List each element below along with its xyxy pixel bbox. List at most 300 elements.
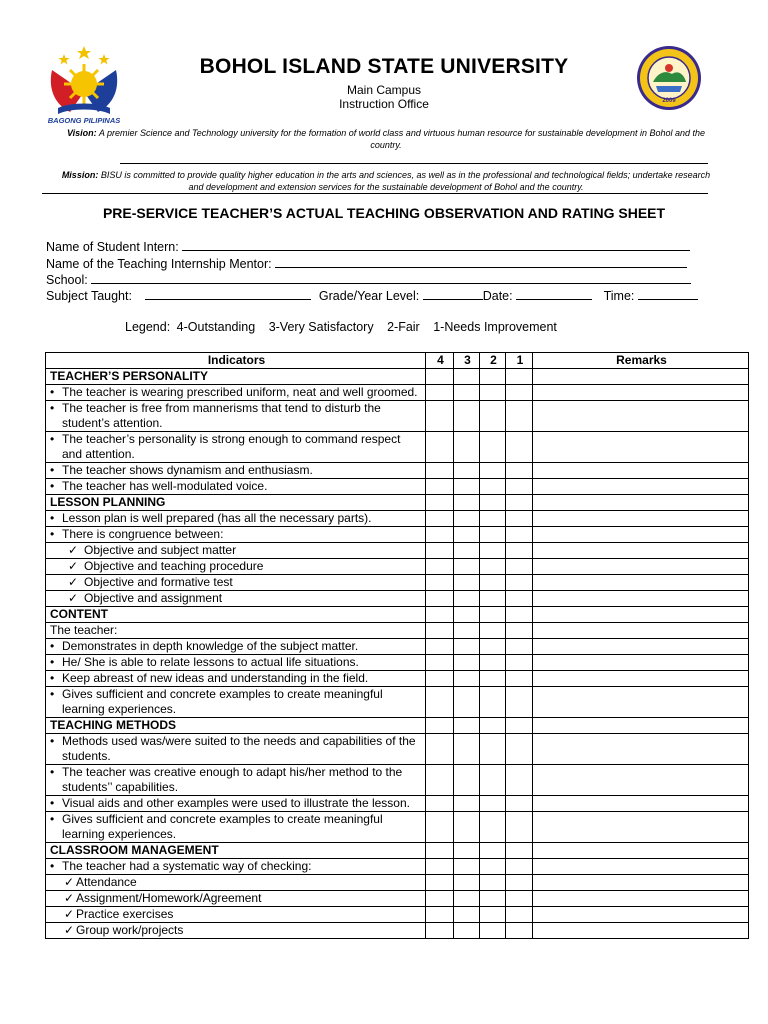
rating-2-cell[interactable] <box>480 687 506 718</box>
rating-4-cell[interactable] <box>426 671 454 687</box>
remarks-cell[interactable] <box>533 687 749 718</box>
rating-3-cell[interactable] <box>454 718 480 734</box>
remarks-cell[interactable] <box>533 718 749 734</box>
table-row <box>46 687 749 718</box>
rating-1-cell[interactable] <box>506 671 533 687</box>
remarks-cell[interactable] <box>533 559 749 575</box>
table-row <box>46 859 749 875</box>
bullet-item <box>50 511 423 526</box>
rating-2-cell[interactable] <box>480 575 506 591</box>
remarks-cell[interactable] <box>533 765 749 796</box>
rating-3-cell[interactable] <box>454 495 480 511</box>
rating-3-cell[interactable] <box>454 671 480 687</box>
rating-3-cell[interactable] <box>454 765 480 796</box>
rating-1-cell[interactable] <box>506 591 533 607</box>
bullet-icon: • <box>50 463 55 477</box>
bullet-item <box>50 812 423 842</box>
rating-4-cell[interactable] <box>426 923 454 939</box>
vision-statement <box>56 127 716 151</box>
table-row <box>46 875 749 891</box>
rating-1-cell[interactable] <box>506 639 533 655</box>
bullet-icon: • <box>50 655 55 669</box>
indicator-text: Objective and formative test <box>84 575 233 589</box>
header-indicators: Indicators <box>46 353 426 369</box>
check-item <box>50 543 423 558</box>
indicator-cell <box>46 559 426 575</box>
indicator-text: Methods used was/were suited to the needs and capabilities of the students. <box>62 734 416 763</box>
rating-2-cell[interactable] <box>480 639 506 655</box>
indicator-text: Lesson plan is well prepared (has all the necessary parts). <box>62 511 372 525</box>
rating-3-cell[interactable] <box>454 655 480 671</box>
rating-1-cell[interactable] <box>506 495 533 511</box>
bullet-item <box>50 432 423 462</box>
bullet-icon: • <box>50 527 55 541</box>
rating-2-cell[interactable] <box>480 527 506 543</box>
mission-label: Mission: <box>61 170 99 180</box>
bullet-item <box>50 796 423 811</box>
section-row <box>46 369 749 385</box>
rating-2-cell[interactable] <box>480 655 506 671</box>
rating-3-cell[interactable] <box>454 923 480 939</box>
rating-2-cell[interactable] <box>480 875 506 891</box>
remarks-cell[interactable] <box>533 796 749 812</box>
rating-3-cell[interactable] <box>454 385 480 401</box>
remarks-cell[interactable] <box>533 607 749 623</box>
indicator-text: Keep abreast of new ideas and understanding in the field. <box>62 671 369 685</box>
rating-3-cell[interactable] <box>454 607 480 623</box>
rating-2-cell[interactable] <box>480 479 506 495</box>
legend-item: 3-Very Satisfactory <box>268 320 374 334</box>
indicator-text: Assignment/Homework/Agreement <box>76 891 262 905</box>
student-field <box>46 239 690 254</box>
rating-2-cell[interactable] <box>480 432 506 463</box>
bullet-item <box>50 527 423 542</box>
check-item <box>50 875 423 890</box>
rating-1-cell[interactable] <box>506 463 533 479</box>
table-row <box>46 385 749 401</box>
indicator-text: Objective and assignment <box>84 591 223 605</box>
table-row <box>46 907 749 923</box>
indicator-text: The teacher had a systematic way of checking: <box>62 859 312 873</box>
rating-2-cell[interactable] <box>480 559 506 575</box>
remarks-cell[interactable] <box>533 671 749 687</box>
indicator-text: Attendance <box>76 875 137 889</box>
check-item <box>50 923 423 938</box>
rating-1-cell[interactable] <box>506 843 533 859</box>
bullet-icon: • <box>50 511 55 525</box>
indicator-text: Gives sufficient and concrete examples to create meaningful learning experiences. <box>62 687 383 716</box>
rating-2-cell[interactable] <box>480 369 506 385</box>
indicator-text: The teacher has well-modulated voice. <box>62 479 268 493</box>
section-title: CONTENT <box>46 607 426 623</box>
rating-1-cell[interactable] <box>506 875 533 891</box>
bullet-item <box>50 463 423 478</box>
bullet-icon: • <box>50 671 55 685</box>
rating-4-cell[interactable] <box>426 765 454 796</box>
rating-1-cell[interactable] <box>506 859 533 875</box>
bullet-item <box>50 479 423 494</box>
remarks-cell[interactable] <box>533 591 749 607</box>
rating-2-cell[interactable] <box>480 495 506 511</box>
date-input-line[interactable] <box>516 288 592 300</box>
remarks-cell[interactable] <box>533 479 749 495</box>
rating-4-cell[interactable] <box>426 432 454 463</box>
rating-4-cell[interactable] <box>426 623 454 639</box>
rating-2-cell[interactable] <box>480 859 506 875</box>
subject-input-line[interactable] <box>145 288 311 300</box>
rating-2-cell[interactable] <box>480 812 506 843</box>
remarks-cell[interactable] <box>533 734 749 765</box>
table-row <box>46 812 749 843</box>
check-item <box>50 559 423 574</box>
indicator-text: Demonstrates in depth knowledge of the subject matter. <box>62 639 359 653</box>
school-field <box>46 272 691 287</box>
mentor-label: Name of the Teaching Internship Mentor: <box>46 257 272 271</box>
remarks-cell[interactable] <box>533 623 749 639</box>
rating-1-cell[interactable] <box>506 923 533 939</box>
rating-4-cell[interactable] <box>426 401 454 432</box>
mentor-input-line[interactable] <box>275 256 687 268</box>
table-body <box>46 369 749 939</box>
rating-4-cell[interactable] <box>426 385 454 401</box>
indicator-text: There is congruence between: <box>62 527 224 541</box>
table-header-row <box>46 353 749 369</box>
rating-2-cell[interactable] <box>480 734 506 765</box>
checkmark-icon: ✓ <box>64 923 75 937</box>
rating-1-cell[interactable] <box>506 575 533 591</box>
checkmark-icon: ✓ <box>68 591 79 605</box>
section-row <box>46 843 749 859</box>
remarks-cell[interactable] <box>533 859 749 875</box>
remarks-cell[interactable] <box>533 511 749 527</box>
rating-1-cell[interactable] <box>506 655 533 671</box>
rating-4-cell[interactable] <box>426 718 454 734</box>
remarks-cell[interactable] <box>533 385 749 401</box>
rating-1-cell[interactable] <box>506 385 533 401</box>
indicator-cell <box>46 907 426 923</box>
remarks-cell[interactable] <box>533 907 749 923</box>
indicator-text: The teacher’s personality is strong enough to command respect and attention. <box>62 432 401 461</box>
rating-4-cell[interactable] <box>426 479 454 495</box>
rating-2-cell[interactable] <box>480 623 506 639</box>
indicator-cell <box>46 575 426 591</box>
checkmark-icon: ✓ <box>68 543 79 557</box>
remarks-cell[interactable] <box>533 875 749 891</box>
bullet-icon: • <box>50 639 55 653</box>
rating-1-cell[interactable] <box>506 432 533 463</box>
rating-4-cell[interactable] <box>426 543 454 559</box>
remarks-cell[interactable] <box>533 463 749 479</box>
indicator-cell <box>46 527 426 543</box>
mentor-field <box>46 256 687 271</box>
rating-3-cell[interactable] <box>454 843 480 859</box>
rating-2-cell[interactable] <box>480 671 506 687</box>
legend <box>125 320 567 334</box>
rating-3-cell[interactable] <box>454 432 480 463</box>
indicator-cell <box>46 859 426 875</box>
rating-1-cell[interactable] <box>506 734 533 765</box>
rating-3-cell[interactable] <box>454 812 480 843</box>
rating-4-cell[interactable] <box>426 907 454 923</box>
indicator-cell <box>46 812 426 843</box>
remarks-cell[interactable] <box>533 891 749 907</box>
remarks-cell[interactable] <box>533 401 749 432</box>
rating-1-cell[interactable] <box>506 812 533 843</box>
indicator-text: Gives sufficient and concrete examples to create meaningful learning experiences. <box>62 812 383 841</box>
indicator-cell <box>46 543 426 559</box>
school-label: School: <box>46 273 88 287</box>
svg-text:2009: 2009 <box>662 98 676 104</box>
section-row <box>46 495 749 511</box>
indicator-cell <box>46 401 426 432</box>
indicator-cell <box>46 765 426 796</box>
office-name: Instruction Office <box>339 97 429 111</box>
time-input-line[interactable] <box>638 288 698 300</box>
indicator-cell <box>46 923 426 939</box>
rating-1-cell[interactable] <box>506 907 533 923</box>
rating-4-cell[interactable] <box>426 591 454 607</box>
checkmark-icon: ✓ <box>64 875 75 889</box>
section-title: LESSON PLANNING <box>46 495 426 511</box>
indicator-text: The teacher shows dynamism and enthusiasm. <box>62 463 313 477</box>
rating-1-cell[interactable] <box>506 401 533 432</box>
table-row <box>46 623 749 639</box>
indicator-cell <box>46 796 426 812</box>
rating-4-cell[interactable] <box>426 559 454 575</box>
legend-item: 4-Outstanding <box>176 320 256 334</box>
indicator-cell <box>46 734 426 765</box>
bullet-icon: • <box>50 385 55 399</box>
table-row <box>46 432 749 463</box>
rating-3-cell[interactable] <box>454 559 480 575</box>
rating-3-cell[interactable] <box>454 859 480 875</box>
rating-1-cell[interactable] <box>506 718 533 734</box>
check-item <box>50 575 423 590</box>
rating-4-cell[interactable] <box>426 639 454 655</box>
indicator-text: He/ She is able to relate lessons to actual life situations. <box>62 655 359 669</box>
indicator-cell <box>46 591 426 607</box>
rating-3-cell[interactable] <box>454 639 480 655</box>
legend-item: 2-Fair <box>387 320 420 334</box>
rating-1-cell[interactable] <box>506 527 533 543</box>
header-rating-3: 3 <box>454 353 480 369</box>
remarks-cell[interactable] <box>533 655 749 671</box>
bullet-icon: • <box>50 859 55 873</box>
rating-2-cell[interactable] <box>480 543 506 559</box>
rating-4-cell[interactable] <box>426 875 454 891</box>
remarks-cell[interactable] <box>533 495 749 511</box>
rating-4-cell[interactable] <box>426 812 454 843</box>
bullet-icon: • <box>50 765 55 779</box>
rating-3-cell[interactable] <box>454 527 480 543</box>
table-row <box>46 527 749 543</box>
rating-4-cell[interactable] <box>426 607 454 623</box>
rating-3-cell[interactable] <box>454 463 480 479</box>
date-label: Date: <box>482 289 513 303</box>
rating-1-cell[interactable] <box>506 891 533 907</box>
table-row <box>46 639 749 655</box>
rating-4-cell[interactable] <box>426 369 454 385</box>
table-row <box>46 463 749 479</box>
table-row <box>46 575 749 591</box>
section-row <box>46 607 749 623</box>
rating-1-cell[interactable] <box>506 765 533 796</box>
grade-label: Grade/Year Level: <box>318 289 420 303</box>
remarks-cell[interactable] <box>533 843 749 859</box>
table-row <box>46 655 749 671</box>
rating-3-cell[interactable] <box>454 575 480 591</box>
table-row <box>46 591 749 607</box>
university-name: BOHOL ISLAND STATE UNIVERSITY <box>199 55 569 78</box>
header-remarks: Remarks <box>533 353 749 369</box>
rating-2-cell[interactable] <box>480 907 506 923</box>
bullet-icon: • <box>50 401 55 415</box>
rating-4-cell[interactable] <box>426 527 454 543</box>
indicator-text: Group work/projects <box>76 923 184 937</box>
rating-2-cell[interactable] <box>480 765 506 796</box>
rating-3-cell[interactable] <box>454 907 480 923</box>
rating-3-cell[interactable] <box>454 796 480 812</box>
subject-label: Subject Taught: <box>46 289 132 303</box>
grade-input-line[interactable] <box>423 288 483 300</box>
remarks-cell[interactable] <box>533 543 749 559</box>
campus-name: Main Campus <box>346 83 422 97</box>
rating-4-cell[interactable] <box>426 687 454 718</box>
student-label: Name of Student Intern: <box>46 240 179 254</box>
table-row <box>46 479 749 495</box>
bullet-item <box>50 687 423 717</box>
indicator-cell <box>46 639 426 655</box>
rating-1-cell[interactable] <box>506 687 533 718</box>
rating-4-cell[interactable] <box>426 463 454 479</box>
school-input-line[interactable] <box>91 272 691 284</box>
rating-1-cell[interactable] <box>506 543 533 559</box>
indicator-text: Objective and teaching procedure <box>84 559 264 573</box>
rating-3-cell[interactable] <box>454 875 480 891</box>
rating-2-cell[interactable] <box>480 385 506 401</box>
rating-4-cell[interactable] <box>426 796 454 812</box>
rating-4-cell[interactable] <box>426 575 454 591</box>
rating-3-cell[interactable] <box>454 369 480 385</box>
rating-4-cell[interactable] <box>426 495 454 511</box>
rating-3-cell[interactable] <box>454 511 480 527</box>
checkmark-icon: ✓ <box>68 575 79 589</box>
indicator-text: Practice exercises <box>76 907 174 921</box>
indicator-cell <box>46 432 426 463</box>
rating-4-cell[interactable] <box>426 891 454 907</box>
rating-2-cell[interactable] <box>480 923 506 939</box>
remarks-cell[interactable] <box>533 923 749 939</box>
rating-2-cell[interactable] <box>480 511 506 527</box>
rating-2-cell[interactable] <box>480 796 506 812</box>
legend-label: Legend: <box>125 320 171 334</box>
rating-2-cell[interactable] <box>480 401 506 432</box>
rating-3-cell[interactable] <box>454 401 480 432</box>
svg-text:BAGONG PILIPINAS: BAGONG PILIPINAS <box>47 116 121 124</box>
rating-2-cell[interactable] <box>480 591 506 607</box>
section-title: TEACHER’S PERSONALITY <box>46 369 426 385</box>
rating-3-cell[interactable] <box>454 543 480 559</box>
legend-item: 1-Needs Improvement <box>433 320 557 334</box>
indicator-cell <box>46 385 426 401</box>
rating-4-cell[interactable] <box>426 511 454 527</box>
remarks-cell[interactable] <box>533 812 749 843</box>
student-input-line[interactable] <box>182 239 690 251</box>
rating-1-cell[interactable] <box>506 796 533 812</box>
section-row <box>46 718 749 734</box>
bullet-item <box>50 401 423 431</box>
rating-4-cell[interactable] <box>426 859 454 875</box>
indicator-cell <box>46 891 426 907</box>
indicator-cell <box>46 655 426 671</box>
indicator-cell <box>46 511 426 527</box>
rating-3-cell[interactable] <box>454 591 480 607</box>
campus-block <box>0 83 768 111</box>
time-label: Time: <box>603 289 635 303</box>
indicator-cell <box>46 687 426 718</box>
rating-1-cell[interactable] <box>506 607 533 623</box>
check-item <box>50 891 423 906</box>
rating-2-cell[interactable] <box>480 607 506 623</box>
header-rating-1: 1 <box>506 353 533 369</box>
table-row <box>46 923 749 939</box>
rating-1-cell[interactable] <box>506 623 533 639</box>
rating-2-cell[interactable] <box>480 718 506 734</box>
bullet-icon: • <box>50 734 55 748</box>
bullet-icon: • <box>50 812 55 826</box>
remarks-cell[interactable] <box>533 575 749 591</box>
rating-3-cell[interactable] <box>454 687 480 718</box>
rating-2-cell[interactable] <box>480 891 506 907</box>
bullet-icon: • <box>50 479 55 493</box>
rating-4-cell[interactable] <box>426 734 454 765</box>
rating-2-cell[interactable] <box>480 843 506 859</box>
remarks-cell[interactable] <box>533 527 749 543</box>
indicator-cell <box>46 479 426 495</box>
indicator-text: The teacher is wearing prescribed uniform, neat and well groomed. <box>62 385 418 399</box>
bullet-icon: • <box>50 432 55 446</box>
divider-bottom <box>42 193 708 194</box>
vision-label: Vision: <box>66 128 97 138</box>
rating-3-cell[interactable] <box>454 734 480 765</box>
rating-3-cell[interactable] <box>454 479 480 495</box>
table-row <box>46 543 749 559</box>
rating-1-cell[interactable] <box>506 511 533 527</box>
table-row <box>46 511 749 527</box>
table-row <box>46 671 749 687</box>
rating-4-cell[interactable] <box>426 843 454 859</box>
indicator-text: Objective and subject matter <box>84 543 237 557</box>
subject-row <box>46 288 698 303</box>
rating-1-cell[interactable] <box>506 369 533 385</box>
rating-4-cell[interactable] <box>426 655 454 671</box>
bullet-item <box>50 385 423 400</box>
checkmark-icon: ✓ <box>64 891 75 905</box>
remarks-cell[interactable] <box>533 432 749 463</box>
rating-table <box>45 352 749 939</box>
rating-2-cell[interactable] <box>480 463 506 479</box>
checkmark-icon: ✓ <box>64 907 75 921</box>
remarks-cell[interactable] <box>533 369 749 385</box>
rating-3-cell[interactable] <box>454 623 480 639</box>
rating-3-cell[interactable] <box>454 891 480 907</box>
rating-1-cell[interactable] <box>506 479 533 495</box>
bullet-item <box>50 671 423 686</box>
rating-1-cell[interactable] <box>506 559 533 575</box>
indicator-text: The teacher was creative enough to adapt his/her method to the students’’ capabilities. <box>62 765 403 794</box>
remarks-cell[interactable] <box>533 639 749 655</box>
table-row <box>46 891 749 907</box>
